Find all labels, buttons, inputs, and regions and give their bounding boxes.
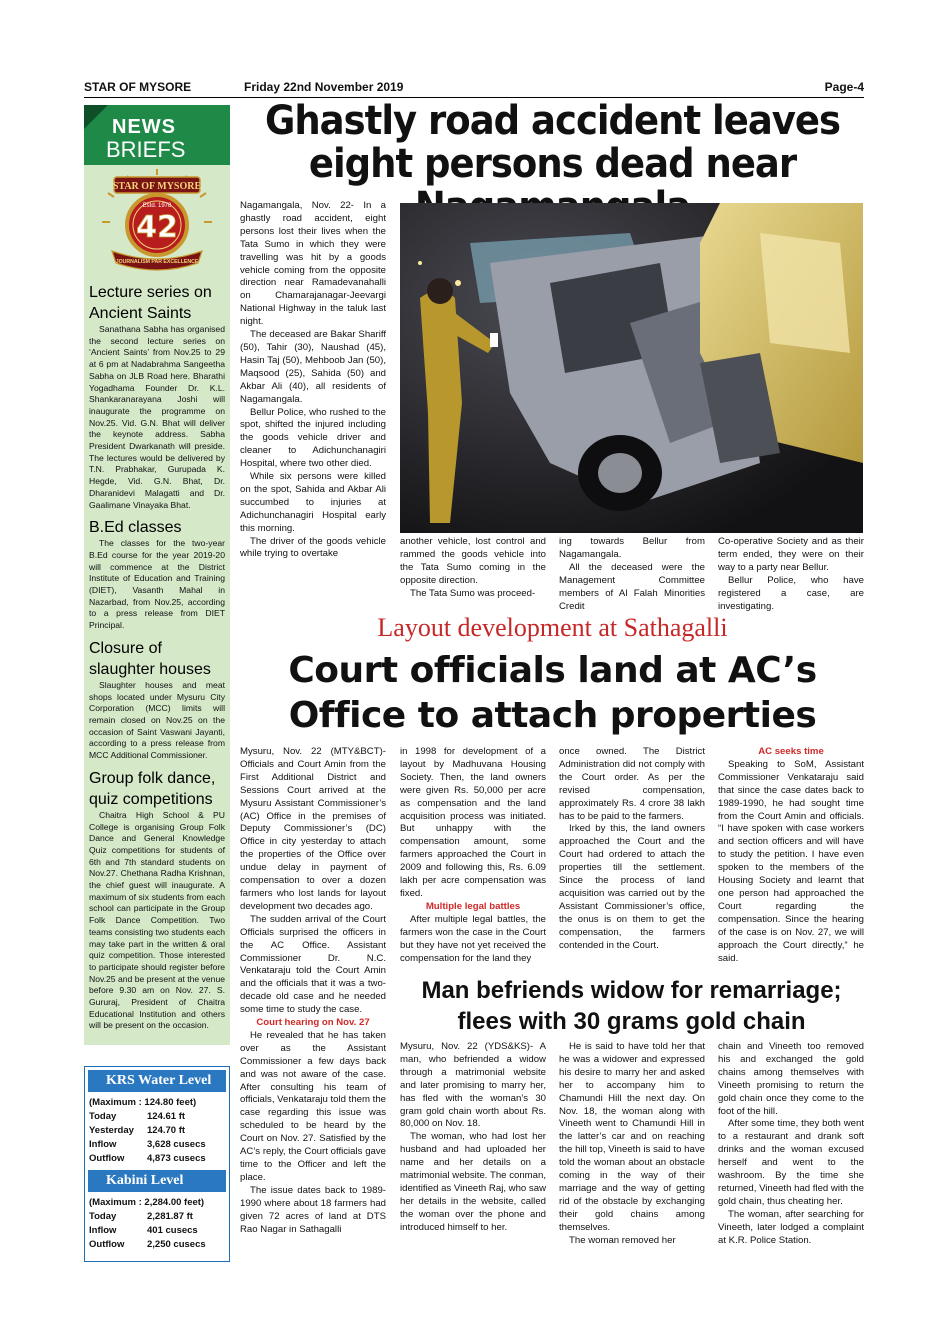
kabini-row-label: Today: [89, 1211, 117, 1222]
court-column-4: [718, 746, 864, 971]
brief-body: Slaughter houses and meat shops located under Mysuru City Corporation (MCC) limits will remain closed on Nov.25 on the occasion of Saint Vaswani Jayanti, according to a press release from MCC Additional Commissioner.: [89, 679, 225, 761]
kabini-title: Kabini Level: [88, 1170, 226, 1192]
brief-heading: Closure of slaughter houses: [89, 639, 211, 678]
widow-story-headline: Man befriends widow for remarriage; flees with 30 grams gold chain: [421, 977, 842, 1035]
krs-maximum: (Maximum : 124.80 feet): [89, 1097, 197, 1108]
krs-row: [85, 1152, 229, 1166]
kabini-row: [85, 1224, 229, 1238]
water-level-box: [84, 1066, 230, 1262]
kabini-row: [85, 1210, 229, 1224]
accident-column-4: [718, 536, 864, 612]
paper-name: STAR OF MYSORE: [84, 80, 192, 94]
kabini-row: [85, 1238, 229, 1252]
paragraph: The woman, who had lost her husband and had uploaded her name and her details on a matrimonial website. The conman, identified as Vineeth Raj, who saw her details in the website, called the woman over the phone and introduced himself to her.: [400, 1131, 546, 1233]
logo-tagline: JOURNALISM PAR EXCELLENCE: [115, 259, 199, 265]
kabini-row-label: Outflow: [89, 1239, 125, 1250]
paragraph: once owned. The District Administration did not comply with the Court order. As per the revised compensation, approximately Rs. 4 crore 38 lakh has to be paid to the farmers.: [559, 746, 705, 822]
paragraph: While six persons were killed on the spot, Sahida and Akbar Ali succumbed to injuries at Adichunchanagiri Hospital early this morning.: [240, 471, 386, 534]
brief-body: Chaitra High School & PU College is organising Group Folk Dance and General Knowledge Quiz competitions for students of 6th and 7th standard students on Nov.27. Chethana Radha Krishnan, the chief guest will inaugurate. A maximum of six students from each school can participate in the Group Folk Dance Competition. Two teams consisting two students each may take part in the written & oral quiz competition. Those interested to participate should register before Nov.25 and be present at the venue before 9.30 am on Nov. 27. S. Gururaj, President of Chaitra Educational Institution and others will be present on the occasion.: [89, 809, 226, 1031]
kabini-row-value: 401 cusecs: [147, 1225, 198, 1236]
news-label: NEWS: [112, 116, 176, 138]
court-subhead-legal: Multiple legal battles: [425, 900, 521, 912]
kabini-row-value: 2,250 cusecs: [147, 1239, 206, 1250]
court-column-1: [240, 746, 386, 1266]
krs-row: [85, 1124, 229, 1138]
issue-date: Friday 22nd November 2019: [244, 80, 404, 94]
court-subhead-ac: AC seeks time: [758, 746, 824, 757]
court-subhead-hearing: Court hearing on Nov. 27: [256, 1017, 370, 1029]
paragraph: in 1998 for development of a layout by Madhuvana Housing Society. Then, the land owners were given Rs. 50,000 per acre as compensation and the land acquisition process was initiated. But unhappy with the compensation amount, some farmers approached the Court in 2009 and following this, Rs. 6.09 lakh per acre compensation was fixed.: [400, 746, 546, 899]
paragraph: Co-operative Society and as their term ended, they were on their way to a party near Bellur.: [718, 536, 864, 573]
accident-column-3: [559, 536, 705, 612]
paragraph: Bellur Police, who rushed to the spot, shifted the injured including the goods vehicle driver and cleaner to Adichunchanagiri Hospital, where two other died.: [240, 406, 386, 470]
brief-bed-classes: [84, 517, 230, 632]
kabini-row-label: Inflow: [89, 1225, 117, 1236]
paragraph: Mysuru, Nov. 22 (MTY&BCT)- Officials and Court Amin from the First Additional District and Sessions Court arrived at the Mysuru Assistant Commissioner’s (AC) Office in the premises of Deputy Commissioner’s (DC) Office in city yesterday to attach the properties of the Office over undue delay in payment of compensation to over a dozen farmers who lost lands for layout development two decades ago.: [240, 746, 386, 912]
masthead: [84, 78, 864, 98]
paragraph: The sudden arrival of the Court Officials surprised the officers in the AC Office. Assistant Commissioner Dr. N.C. Venkataraju told the Court Amin and the officials that it was a two-decade old case and he needed some time to study the case.: [240, 913, 386, 1016]
paragraph: All the deceased were the Management Committee members of Al Falah Minorities Credit: [559, 561, 705, 612]
court-column-2: [400, 746, 546, 971]
paragraph: Nagamangala, Nov. 22- In a ghastly road accident, eight persons lost their lives when the Tata Sumo in which they were travelling was hit by a goods vehicle coming from the opposite direction near Ramadevanahalli on Chamarajanagar-Jeevargi National Highway in the taluk last night.: [240, 200, 386, 328]
krs-row-label: Inflow: [89, 1139, 117, 1150]
krs-row: [85, 1110, 229, 1124]
krs-row-label: Outflow: [89, 1153, 125, 1164]
krs-row-value: 4,873 cusecs: [147, 1153, 206, 1164]
krs-row-label: Yesterday: [89, 1125, 134, 1136]
page-number: Page-4: [824, 80, 864, 94]
paragraph: The Tata Sumo was proceed-: [410, 587, 536, 599]
anniversary-logo: [84, 165, 230, 280]
paragraph: The issue dates back to 1989-1990 where about 18 farmers had given 72 acres of land at DTS Rao Nagar in Sathagalli: [240, 1184, 386, 1235]
brief-body: The classes for the two-year B.Ed course for the year 2019-20 will commence at the District Institute of Education and Training (DIET), Vasanth Mahal in Nazarbad, from Nov.25, according to a press release from DIET Principal.: [89, 538, 225, 631]
paragraph: another vehicle, lost control and rammed the goods vehicle into the Tata Sumo coming in the opposite direction.: [400, 536, 546, 586]
briefs-label: BRIEFS: [106, 137, 186, 162]
court-story-headline: Court officials land at AC’s Office to attach properties: [288, 650, 817, 736]
krs-title: KRS Water Level: [88, 1070, 226, 1092]
paragraph: After some time, they both went to a restaurant and drank soft drinks and the woman excused herself and went to the washroom. By the time she returned, Vineeth had fled with the gold chain, thus cheating her.: [718, 1118, 864, 1207]
krs-row-value: 124.61 ft: [147, 1111, 186, 1122]
paragraph: The woman, after searching for Vineeth, later lodged a complaint at K.R. Police Station.: [718, 1208, 864, 1246]
accident-photo: [400, 203, 863, 533]
paragraph: Speaking to SoM, Assistant Commissioner Venkataraju said that since the case dates back to 1989-1990, he had sought time from the Court Amin and officials. “I have spoken with case workers and section officers and will have to study the petition. I have even spoken to the members of the Housing Society and learnt that one person had approached the Court regarding the compensation. Since the hearing of the case is on Nov. 27, we will approach the Court directly,” he said.: [718, 758, 864, 964]
brief-lecture-series: [84, 282, 230, 511]
kabini-row-value: 2,281.87 ft: [147, 1211, 193, 1222]
widow-column-2: [559, 1041, 705, 1266]
paragraph: ing towards Bellur from Nagamangala.: [559, 536, 705, 560]
court-story-kicker: Layout development at Sathagalli: [377, 613, 728, 642]
anniversary-logo-icon: [92, 167, 222, 277]
brief-folk-dance-quiz: [84, 768, 230, 1032]
paragraph: The driver of the goods vehicle while trying to overtake: [240, 535, 386, 560]
paragraph: He revealed that he has taken over as the Assistant Commissioner a few days back and was not aware of the case. After consulting his team of officials, Venkataraju told them the case regarding this issue was scheduled to be heard by the Court on Nov. 27. Satisfied by the AC’s reply, the Court officials gave time to the Officer and left the place.: [240, 1029, 386, 1183]
krs-row-value: 3,628 cusecs: [147, 1139, 206, 1150]
krs-row: [85, 1138, 229, 1152]
brief-body: Sanathana Sabha has organised the second lecture series on ‘Ancient Saints’ from Nov.25 to 29 at 6 pm at Nadabrahma Sangeetha Sabha on JLB Road here. Bharathi Yogadhama Founder Dr. K.L. Shankaranarayana Joshi will inaugurate the programme on Nov.25. Vid. G.N. Bhat will deliver the keynote address. Sabha President Dwarkanath will preside. The lectures would be delivered by T.N. Prabhakar, Gurupada K. Hegde, Vid. G.N. Bhat, Dr. Dharanidevi Malagatti and Dr. Gaalimane Vinayaka Bhat.: [89, 324, 225, 510]
paragraph: Mysuru, Nov. 22 (YDS&KS)- A man, who befriended a widow through a matrimonial website and later promising to marry her, has fled with the woman’s 30 gram gold chain worth about Rs. 80,000 on Nov. 18.: [400, 1041, 546, 1130]
kabini-maximum: (Maximum : 2,284.00 feet): [89, 1197, 205, 1208]
logo-estd: Estd. 1978: [142, 203, 172, 209]
krs-row-label: Today: [89, 1111, 117, 1122]
brief-heading: Lecture series on Ancient Saints: [89, 284, 212, 322]
paragraph: The woman removed her: [569, 1234, 676, 1246]
accident-column-2: [400, 536, 546, 606]
accident-column-1: [240, 200, 386, 605]
paragraph: chain and Vineeth too removed his and exchanged the gold chains among themselves with Vineeth promising to return the gold chain once they come to the foot of the hill.: [718, 1041, 864, 1117]
paragraph: Irked by this, the land owners approached the Court and the Court had ordered to attach the properties till the settlement. Since the process of land acquisition was carried out by the Assistant Commissioner’s office, the onus is on them to get the compensation, the farmers contended in the Court.: [559, 823, 705, 951]
accident-headline: Ghastly road accident leaves eight persons dead near: [264, 97, 841, 187]
paragraph: The deceased are Bakar Shariff (50), Tahir (30), Naushad (45), Hasin Taj (50), Mehboob Jan (50), Maqsood (25), Sahida (50) and Akbar Ali (40), all residents of Nagamangala.: [240, 329, 386, 405]
krs-row-value: 124.70 ft: [147, 1125, 186, 1136]
logo-top-text: STAR OF MYSORE: [112, 181, 202, 192]
logo-number: 42: [136, 210, 178, 245]
paragraph: He is said to have told her that he was a widower and expressed his desire to marry her and asked her to accompany him to Chamundi Hill the next day. On Nov. 18, the woman along with Vineeth went to Chamundi Hill in the latter’s car and on reaching the hill top, Vineeth is said to have told the woman about an obstacle coming in the way of their marriage and the way of getting rid of the obstacle by exchanging their gold chains among themselves.: [559, 1041, 705, 1233]
widow-column-1: [400, 1041, 546, 1266]
brief-heading: B.Ed classes: [89, 519, 182, 537]
news-briefs-sidebar: [84, 105, 230, 1045]
brief-heading: Group folk dance, quiz competitions: [89, 769, 216, 808]
paragraph: Bellur Police, who have registered a case, are investigating.: [718, 574, 864, 612]
brief-slaughter-houses: [84, 638, 230, 762]
news-briefs-banner: [84, 105, 230, 165]
paragraph: After multiple legal battles, the farmers won the case in the Court but they have not yet received the compensation for the land they: [400, 913, 546, 964]
widow-column-3: [718, 1041, 864, 1266]
court-column-3: [559, 746, 705, 971]
